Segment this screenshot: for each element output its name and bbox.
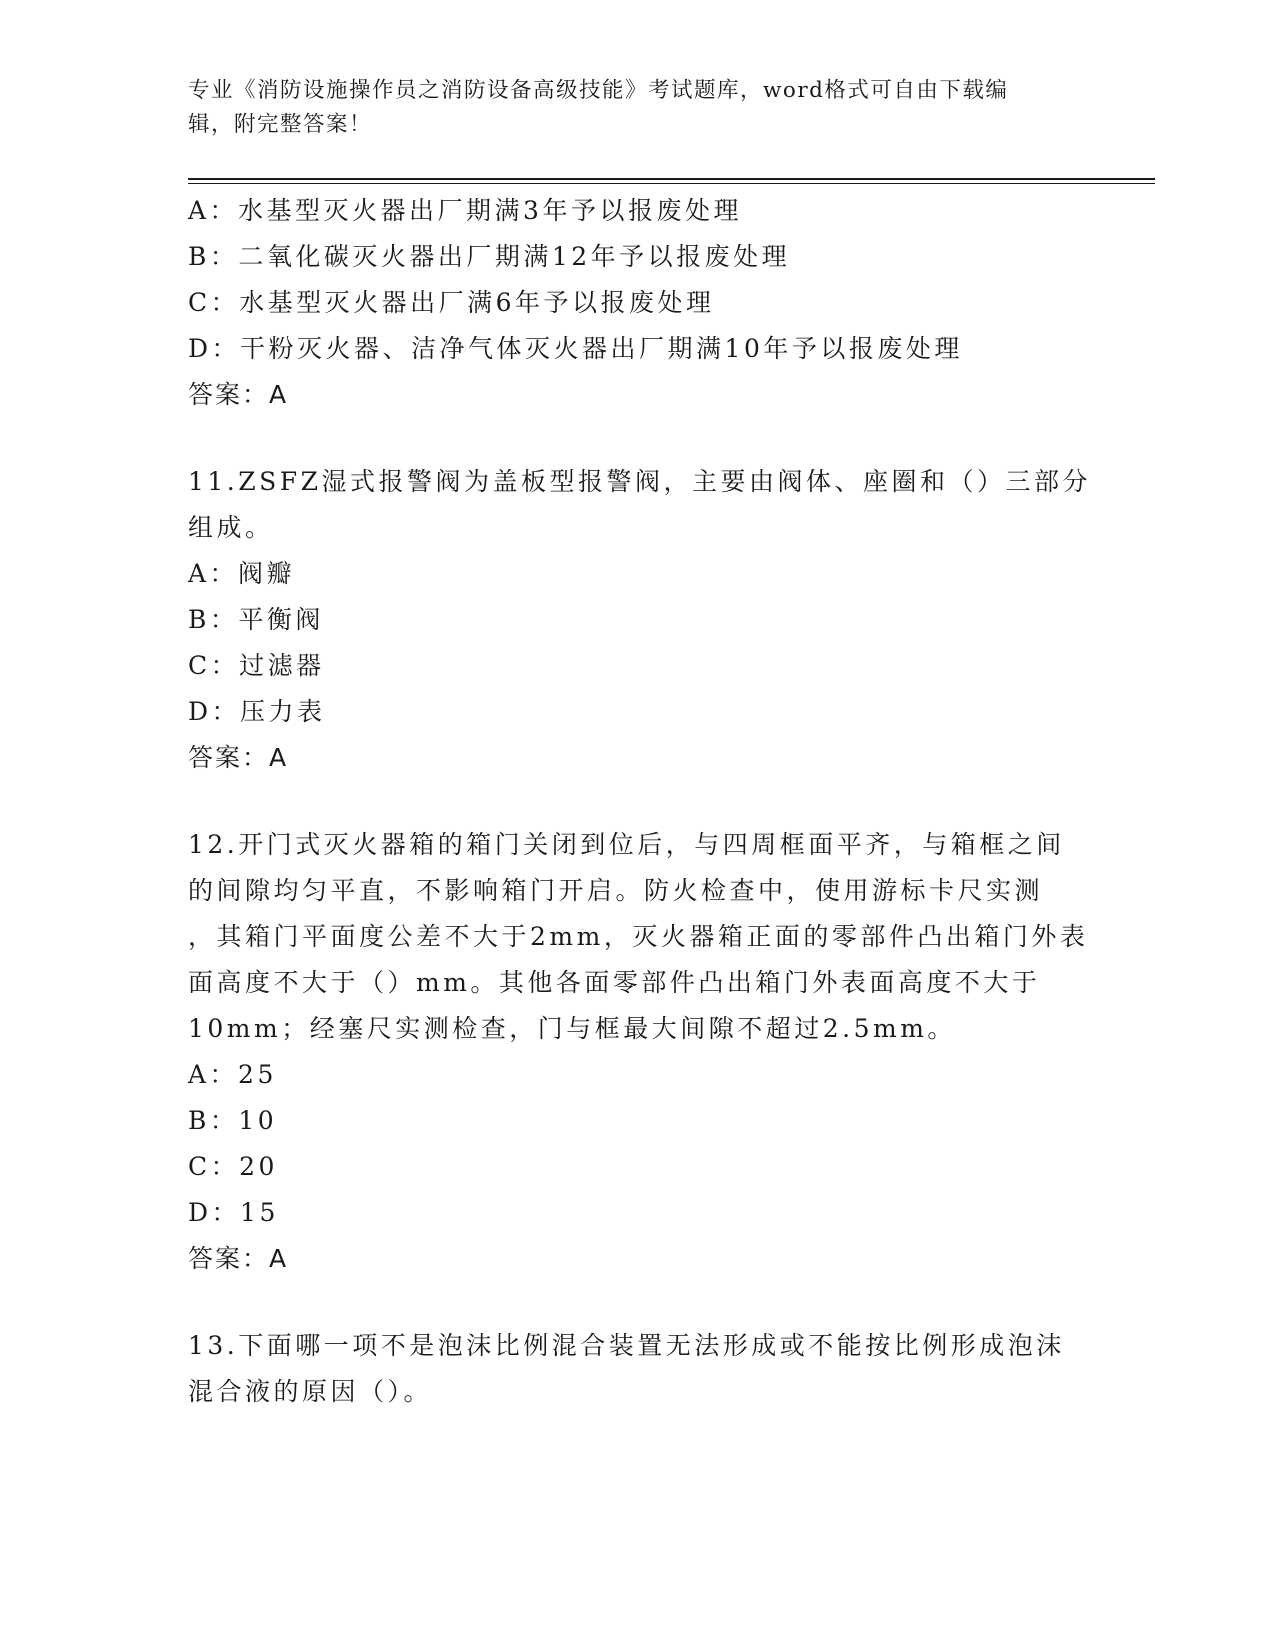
question-stem-line: 的间隙均匀平直，不影响箱门开启。防火检查中，使用游标卡尺实测: [188, 876, 1044, 905]
option-b: B：平衡阀: [188, 605, 324, 634]
header-divider-thin: [188, 183, 1155, 184]
document-header: [188, 74, 1078, 142]
option-b: B：10: [188, 1106, 278, 1135]
question-stem-line: 组成。: [188, 513, 274, 542]
option-a: A：25: [188, 1060, 277, 1089]
question-stem-line: 13.下面哪一项不是泡沫比例混合装置无法形成或不能按比例形成泡沫: [188, 1331, 1065, 1360]
option-c: C：水基型灭火器出厂满6年予以报废处理: [188, 288, 715, 317]
option-d: D：15: [188, 1198, 279, 1227]
spacer: [188, 781, 1088, 822]
option-a: A：阀瓣: [188, 559, 296, 588]
header-line-1: 专业《消防设施操作员之消防设备高级技能》考试题库，word格式可自由下载编: [188, 78, 1009, 103]
question-10: [188, 188, 1088, 418]
question-12: [188, 822, 1088, 1282]
question-stem-line: ，其箱门平面度公差不大于2mm，灭火器箱正面的零部件凸出箱门外表: [188, 922, 1089, 951]
question-list: [188, 188, 1091, 1415]
option-c: C：过滤器: [188, 651, 325, 680]
answer: 答案：A: [188, 743, 289, 772]
answer: 答案：A: [188, 380, 289, 409]
option-c: C：20: [188, 1152, 278, 1181]
option-d: D：干粉灭火器、洁净气体灭火器出厂期满10年予以报废处理: [188, 334, 963, 363]
question-13: [188, 1323, 1088, 1415]
answer: 答案：A: [188, 1244, 289, 1273]
spacer: [188, 1282, 1088, 1323]
spacer: [188, 418, 1088, 459]
question-stem-line: 10mm；经塞尺实测检查，门与框最大间隙不超过2.5mm。: [188, 1014, 956, 1043]
question-stem-line: 混合液的原因（）。: [188, 1377, 433, 1406]
question-stem-line: 11.ZSFZ湿式报警阀为盖板型报警阀，主要由阀体、座圈和（）三部分: [188, 467, 1091, 496]
header-line-2: 辑，附完整答案！: [188, 112, 373, 137]
option-a: A：水基型灭火器出厂期满3年予以报废处理: [188, 196, 742, 225]
option-b: B：二氧化碳灭火器出厂期满12年予以报废处理: [188, 242, 791, 271]
option-d: D：压力表: [188, 697, 326, 726]
question-11: [188, 459, 1091, 781]
question-stem-line: 12.开门式灭火器箱的箱门关闭到位后，与四周框面平齐，与箱框之间: [188, 830, 1065, 859]
header-divider-thick: [188, 178, 1155, 180]
question-stem-line: 面高度不大于（）mm。其他各面零部件凸出箱门外表面高度不大于: [188, 968, 1041, 997]
